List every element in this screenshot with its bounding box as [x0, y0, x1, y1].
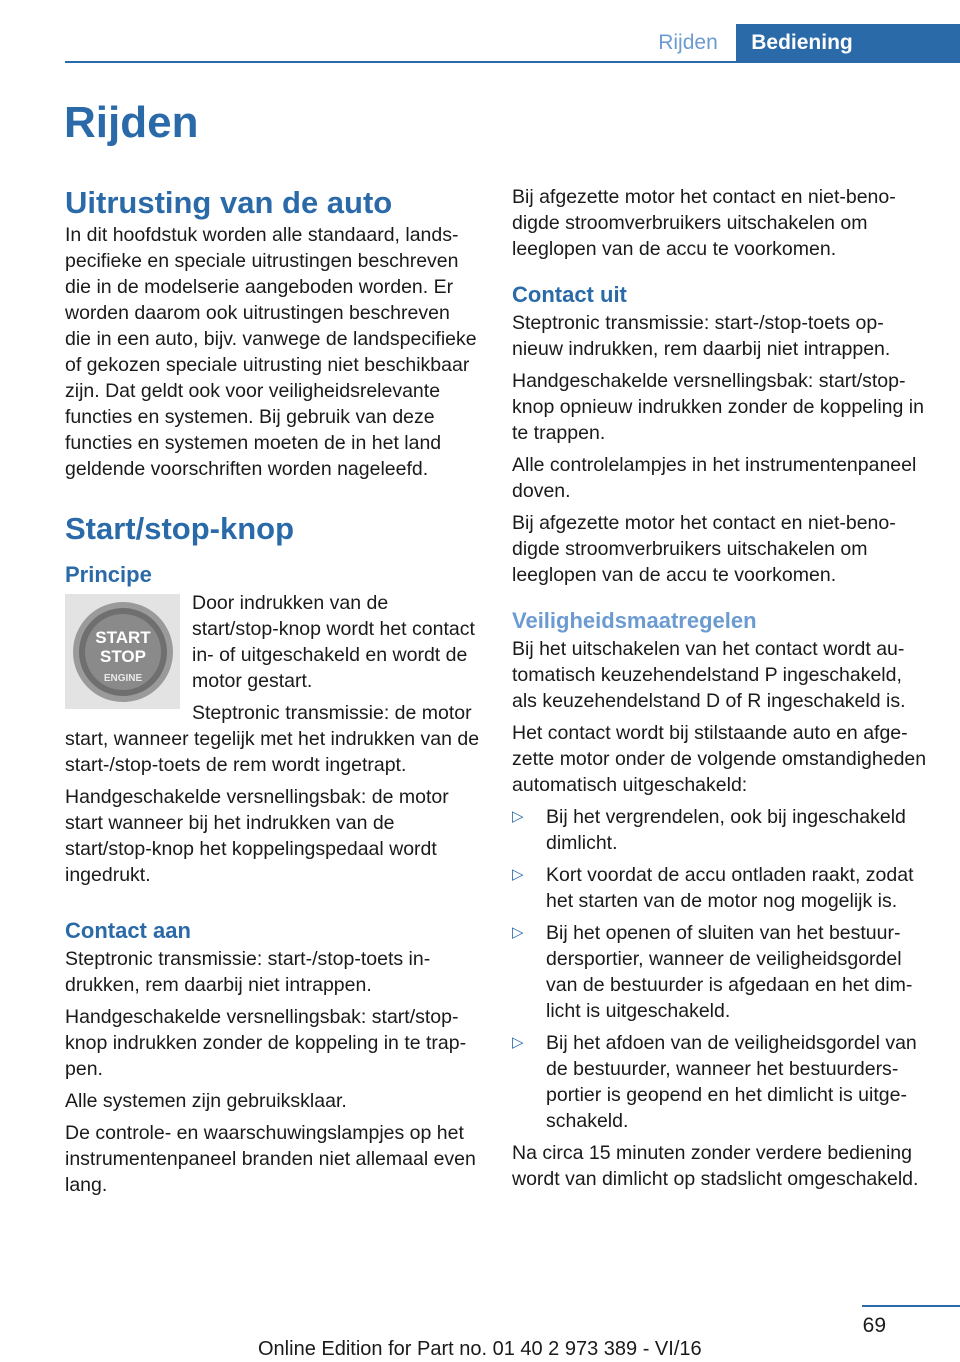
paragraph-contact-uit-2: Handgeschakelde versnellingsbak: start/stop-knop opnieuw indrukken zonder de koppeling in te trappen.: [512, 370, 924, 444]
paragraph-contact-aan-1: Steptronic transmissie: start-/stop-toets indrukken, rem daarbij niet intrappen.: [65, 948, 431, 996]
paragraph-contact-aan-4: De controle- en waarschuwingslampjes op het instrumentenpaneel branden niet allemaal even lang.: [65, 1122, 476, 1196]
paragraph-contact-aan-2: Handgeschakelde versnellingsbak: start/stop-knop indrukken zonder de koppeling in te trappen.: [65, 1006, 467, 1080]
right-column: [512, 184, 927, 1198]
triangle-bullet-icon: ▷: [512, 1034, 524, 1051]
page-header: [0, 0, 960, 62]
heading-contact-aan: Contact aan: [65, 918, 191, 943]
left-column: [65, 184, 480, 1204]
paragraph-uitrusting: In dit hoofdstuk worden alle standaard, landspecifieke en speciale uitrustingen beschreven die in de modelserie aangeboden worden. Er worden daarom ook uitrustingen beschreven die in een auto, bijv. vanwege de landspecifieke of gekozen speciale uitrusting niet beschikbaar zijn. Dat geldt ook voor veiligheidsrelevante functies en systemen. Bij gebruik van deze functies en systemen moeten de in het land geldende voorschriften worden nageleefd.: [65, 224, 477, 480]
paragraph-contact-uit-1: Steptronic transmissie: start-/stop-toets opnieuw indrukken, rem daarbij niet intrappen.: [512, 312, 891, 360]
paragraph-principe-2: Steptronic transmissie: de motor start, wanneer tegelijk met het indrukken van de start-/stop-toets de rem wordt ingetrapt.: [65, 702, 480, 776]
page-number: 69: [862, 1314, 886, 1337]
paragraph-right-top: Bij afgezette motor het contact en niet-benodigde stroomverbruikers uitschakelen om leeglopen van de accu te voorkomen.: [512, 186, 896, 260]
list-item: [512, 862, 927, 914]
paragraph-right-end: Na circa 15 minuten zonder verdere bediening wordt van dimlicht op stadslicht omgeschakeld.: [512, 1142, 919, 1190]
header-chapter-tab: Bediening: [736, 24, 868, 61]
list-item: [512, 804, 927, 856]
paragraph-veiligheid-1: Bij het uitschakelen van het contact wordt automatisch keuzehendelstand P ingeschakeld, als keuzehendelstand D of R ingeschakeld is.: [512, 638, 906, 712]
heading-contact-uit: Contact uit: [512, 282, 627, 307]
paragraph-principe-3: Handgeschakelde versnellingsbak: de motor start wanneer bij het indrukken van de start/stop-knop het koppelingspedaal wordt ingedrukt.: [65, 786, 449, 886]
button-text-stop: STOP: [99, 646, 146, 666]
triangle-bullet-icon: ▷: [512, 808, 524, 825]
spacer: [65, 548, 480, 560]
spacer: [512, 268, 927, 280]
list-item-text: Kort voordat de accu ontladen raakt, zodat het starten van de motor nog mogelijk is.: [546, 864, 914, 912]
list-item: [512, 920, 927, 1024]
triangle-bullet-icon: ▷: [512, 924, 524, 941]
conditions-list: [512, 804, 927, 1134]
header-section-tab: Rijden: [658, 31, 718, 54]
spacer: [65, 488, 480, 510]
spacer: [65, 894, 480, 916]
list-item-text: Bij het openen of sluiten van het bestuurdersportier, wanneer de veiligheidsgordel van de bestuurder is afgedaan en het dimlicht is uitgeschakeld.: [546, 922, 913, 1022]
heading-uitrusting: Uitrusting van de auto: [65, 185, 393, 220]
paragraph-principe-1: Door indrukken van de start/stop-knop wordt het contact in- of uitgeschakeld en wordt de motor gestart.: [192, 592, 475, 692]
button-text-engine: ENGINE: [103, 672, 142, 684]
page-title: Rijden: [64, 98, 199, 147]
paragraph-contact-uit-3: Alle controlelampjes in het instrumentenpaneel doven.: [512, 454, 917, 502]
button-text-start: START: [94, 627, 151, 647]
paragraph-veiligheid-2: Het contact wordt bij stilstaande auto en afgezette motor onder de volgende omstandigheden automatisch uitgeschakeld:: [512, 722, 927, 796]
header-tab-fill: [868, 24, 960, 61]
heading-start-stop: Start/stop-knop: [65, 511, 295, 546]
list-item-text: Bij het afdoen van de veiligheidsgordel van de bestuurder, wanneer het bestuurdersportier is geopend en het dimlicht is uitgeschakeld.: [546, 1032, 917, 1132]
footer-rule: [862, 1305, 960, 1307]
paragraph-contact-aan-3: Alle systemen zijn gebruiksklaar.: [65, 1090, 347, 1112]
footer-edition-text: Online Edition for Part no. 01 40 2 973 389 - VI/16: [258, 1338, 702, 1360]
start-stop-button-icon: [70, 599, 176, 705]
heading-principe: Principe: [65, 562, 152, 587]
header-rule: [65, 61, 960, 63]
list-item-text: Bij het vergrendelen, ook bij ingeschakeld dimlicht.: [546, 806, 906, 854]
heading-veiligheidsmaatregelen: Veiligheidsmaatregelen: [512, 608, 757, 633]
list-item: [512, 1030, 927, 1134]
triangle-bullet-icon: ▷: [512, 866, 524, 883]
start-stop-button-image: [65, 594, 180, 709]
paragraph-contact-uit-4: Bij afgezette motor het contact en niet-benodigde stroomverbruikers uitschakelen om leeglopen van de accu te voorkomen.: [512, 512, 896, 586]
spacer: [512, 594, 927, 606]
